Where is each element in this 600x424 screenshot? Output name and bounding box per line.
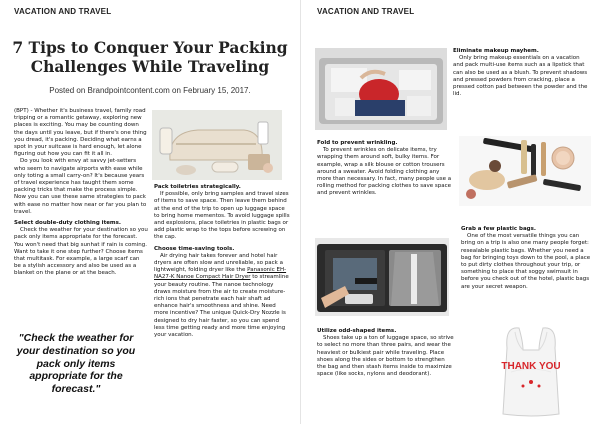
fold-paragraph: To prevent wrinkles on delicate items, try wrapping them around soft, bulky items. For example, wrap a silk blouse or cotton trousers around a sweater. Avoid folding clothing any more than necessary. In fact, many people use a rolling method for packing clothes to save space and prevent wrinkles. bbox=[317, 147, 452, 197]
suitcase-packing-photo bbox=[315, 48, 447, 130]
makeup-block bbox=[453, 48, 589, 98]
odd-shaped-paragraph: Shoes take up a ton of luggage space, so strive to select no more than three pairs, and wear the heaviest or bulkiest pair while traveling. Place shoes along the sides or bottom to strengthen the bag and then stash items inside to maximize space (like socks, nylons and deodorant). bbox=[317, 335, 454, 378]
toiletry-bag-illustration bbox=[152, 110, 282, 180]
fold-heading: Fold to prevent wrinkling. bbox=[317, 140, 398, 146]
makeup-photo bbox=[459, 136, 591, 206]
tools-paragraph bbox=[154, 253, 290, 339]
section-header: VACATION AND TRAVEL bbox=[317, 7, 415, 16]
plastic-bag-illustration bbox=[493, 322, 569, 420]
makeup-paragraph: Only bring makeup essentials on a vacation and pack multi-use items such as a lipstick that can also be used as a blush. To prevent shadows and pressed powders from cracking, place a pressed cotton pad between the powder and the lid. bbox=[453, 55, 588, 98]
open-bag-photo bbox=[315, 238, 449, 316]
tools-heading: Choose time-saving tools. bbox=[154, 245, 235, 252]
plastic-bags-paragraph: One of the most versatile things you can bring on a trip is also one many people forget: resealable plastic bags. Whether you need a bag for bringing toys down to the pool, a place to put dirty clothes throughout your trip, or something to place that soggy swimsuit in before you check out of the hotel, plastic bags are your secret weapon. bbox=[461, 233, 591, 290]
suitcase-illustration bbox=[315, 48, 447, 130]
section-header: VACATION AND TRAVEL bbox=[14, 7, 112, 16]
pull-quote: "Check the weather for your destination so you pack only items appropriate for the forecast." bbox=[16, 332, 136, 396]
toiletry-bag-photo bbox=[152, 110, 282, 180]
bag-thank-you-text: THANK YOU bbox=[501, 361, 561, 372]
open-bag-illustration bbox=[315, 238, 449, 316]
odd-shaped-block bbox=[317, 328, 455, 378]
article-title: 7 Tips to Conquer Your Packing Challenges While Traveling bbox=[12, 38, 288, 76]
toiletries-paragraph: If possible, only bring samples and travel sizes of items to save space. Then leave them behind at the end of the trip to open up luggage space to bring home mementos. To avoid luggage spills and explosions, place toiletries in plastic bags or add plastic wrap to the tops before screwing on the cap. bbox=[154, 191, 290, 241]
double-duty-heading: Select double-duty clothing items. bbox=[14, 220, 122, 227]
tools-text-a: Air drying hair takes forever and hotel hair dryers are often slow and unreliable, so pack a lightweight, folding dryer like the bbox=[154, 252, 283, 274]
hair-dryer-link[interactable]: Panasonic EH-NA27-K Nanoe Compact Hair Dryer bbox=[154, 267, 287, 281]
makeup-illustration bbox=[459, 136, 591, 206]
plastic-bags-heading: Grab a few plastic bags. bbox=[461, 226, 536, 232]
plastic-bags-block bbox=[461, 226, 591, 291]
right-page bbox=[300, 0, 600, 424]
odd-shaped-heading: Utilize odd-shaped items. bbox=[317, 328, 397, 334]
left-column-2 bbox=[154, 184, 290, 339]
jetsetter-paragraph: Do you look with envy at savvy jet-setters who seem to navigate airports with ease while only toting a small carry-on? It's because years of travel experience has taught them some packing tricks that make the process simple. Now you can use these same strategies to pack with ease no matter how near or far you plan to travel. bbox=[14, 158, 147, 215]
double-duty-paragraph: Check the weather for your destination so you pack only items appropriate for the forecast. You won't need that big sunhat if rain is coming. Want to take it one step further? Choose items that multitask. For example, a large scarf can be a stylish accessory and also be used as a blanket on the plane or at the beach. bbox=[14, 227, 148, 277]
fold-block bbox=[317, 140, 453, 198]
tools-text-b: to streamline your beauty routine. The nanoe technology draws moisture from the air to create moisture-rich ions that penetrate each hair shaft ad enhance hair's smoothness and shine. Need more incentive? The unique Quick-Dry Nozzle is designed to dry hair faster, so you can spend less time getting ready and more time enjoying your vacation. bbox=[154, 274, 289, 339]
left-column-1 bbox=[14, 108, 148, 278]
posted-line: Posted on Brandpointcontent.com on February 15, 2017. bbox=[49, 86, 251, 95]
thank-you-bag-photo bbox=[493, 322, 569, 420]
makeup-heading: Eliminate makeup mayhem. bbox=[453, 48, 539, 54]
intro-paragraph: (BPT) - Whether it's business travel, family road tripping or a romantic getaway, exploring new places is exciting. You may be counting down the days until you leave, but if there's one thing you dread, it's packing. Deciding what earns a spot in your suitcase is hard enough, let alone figuring out how you can fit it all in. bbox=[14, 108, 147, 158]
toiletries-heading: Pack toiletries strategically. bbox=[154, 184, 241, 190]
